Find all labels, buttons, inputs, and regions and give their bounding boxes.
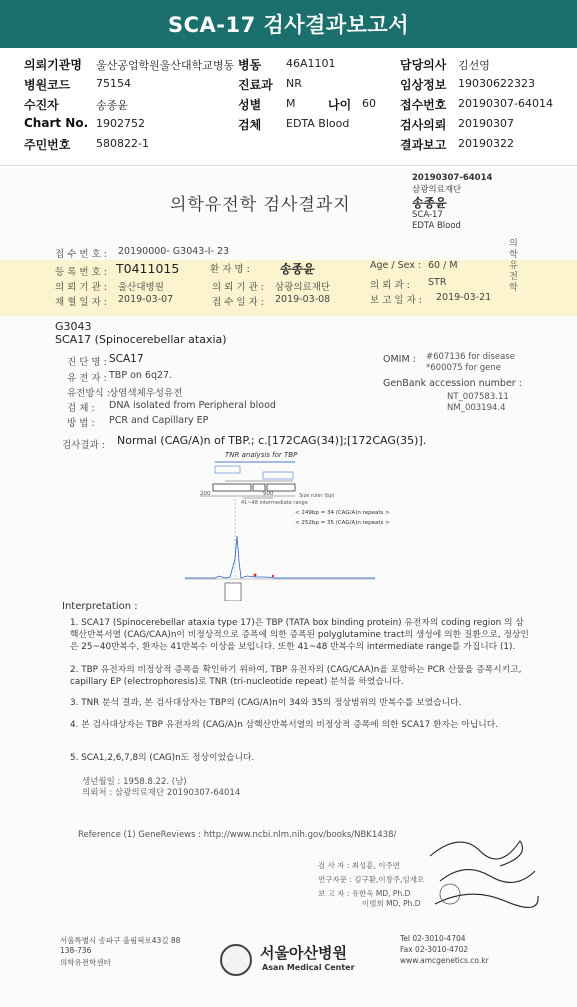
address-line1: 서울특별시 송파구 올림픽로43길 88 bbox=[60, 936, 181, 945]
test-code: G3043 bbox=[55, 320, 92, 333]
report2-value: 2019-03-21 bbox=[436, 292, 492, 303]
clinical-info-value: 19030622323 bbox=[458, 77, 535, 90]
inst-value: 울산대병원 bbox=[118, 282, 164, 293]
ward-label: 병동 bbox=[238, 58, 262, 72]
interp-item-3: 3. TNR 분석 결과, 본 검사대상자는 TBP의 (CAG/A)n이 34와 35의 정상범위의 반복수를 보였습니다. bbox=[70, 698, 462, 708]
patient-name-value: 송종윤 bbox=[280, 262, 315, 276]
report-date-value: 20190322 bbox=[458, 137, 514, 150]
result-label: 검사결과 : bbox=[62, 440, 105, 451]
gene-value: TBP on 6q27. bbox=[109, 370, 173, 381]
omim-disease: #607136 for disease bbox=[426, 352, 515, 362]
requester: 의뢰처 : 삼광의료재단 20190307-64014 bbox=[82, 788, 241, 798]
omim-gene: *600075 for gene bbox=[426, 363, 502, 373]
peak1-label: < 249bp = 34 (CAG/A)n repeats > bbox=[295, 510, 390, 516]
website: www.amcgenetics.co.kr bbox=[400, 956, 489, 965]
specimen-label: 검체 bbox=[238, 118, 262, 132]
patient-name-label: 환 자 명 : bbox=[210, 264, 250, 275]
agesex-value: 60 / M bbox=[428, 260, 458, 271]
inherit-label: 유전방식 : bbox=[67, 388, 110, 399]
staff-tester: 검 사 자 : 최성훈, 이주연 bbox=[318, 861, 401, 870]
tnr-figure bbox=[175, 451, 390, 601]
sticker-name: 송종윤 bbox=[412, 196, 447, 210]
report-title: SCA-17 검사결과보고서 bbox=[0, 0, 577, 48]
inst2-label: 의 뢰 기 관 : bbox=[212, 282, 264, 293]
patient-label: 수진자 bbox=[24, 98, 59, 112]
inherit-value: 상염색체우성유전 bbox=[109, 388, 183, 399]
hospital-code-value: 75154 bbox=[96, 77, 131, 90]
genbank-2: NM_003194.4 bbox=[447, 403, 506, 413]
birth-date: 생년월일 : 1958.8.22. (남) bbox=[82, 777, 187, 787]
address-line2: 138-736 bbox=[60, 946, 92, 955]
staff-reporter: 보 고 자 : 유한욱 MD, Ph.D bbox=[318, 889, 411, 898]
spec-value: DNA isolated from Peripheral blood bbox=[109, 400, 276, 411]
institution-value: 울산공업학원울산대학교병동 bbox=[96, 59, 235, 72]
logo-english: Asan Medical Center bbox=[262, 963, 355, 972]
disease-title: SCA17 (Spinocerebellar ataxia) bbox=[55, 333, 227, 346]
reg-label: 등 록 번 호 : bbox=[55, 267, 107, 278]
staff-reporter-2: 이범희 MD, Ph.D bbox=[362, 899, 421, 908]
recv-label: 접 수 일 자 : bbox=[212, 297, 264, 308]
asan-emblem-icon bbox=[220, 944, 252, 976]
collect-label: 채 혈 일 자 : bbox=[55, 297, 107, 308]
institution-label: 의뢰기관명 bbox=[24, 58, 82, 72]
patient-value: 송종윤 bbox=[96, 99, 128, 112]
sticker-id: 20190307-64014 bbox=[412, 173, 493, 183]
dept-label: 진료과 bbox=[238, 78, 273, 92]
receipt-label: 접 수 번 호 : bbox=[55, 249, 107, 260]
figure-schematic bbox=[175, 451, 375, 601]
agesex-label: Age / Sex : bbox=[370, 260, 422, 271]
request-date-label: 검사의뢰 bbox=[400, 118, 447, 132]
interp-item-2: 2. TBP 유전자의 비정상적 증폭을 확인하기 위하여, TBP 유전자의 (CAG/CAA)n을 포함하는 PCR 산물을 증폭시키고, capillary EP (electrophoresis)로 TNR (tri-nucleotide repeat) 분석을 하였습니다. bbox=[70, 665, 522, 687]
fax: Fax 02-3010-4702 bbox=[400, 945, 469, 954]
specimen-value: EDTA Blood bbox=[286, 117, 350, 130]
method-value: PCR and Capillary EP bbox=[109, 415, 209, 426]
dx-label: 진 단 명 : bbox=[67, 357, 107, 368]
report-header bbox=[0, 52, 577, 152]
interp-title: Interpretation : bbox=[62, 601, 138, 612]
resident-no-label: 주민번호 bbox=[24, 138, 71, 152]
sticker-specimen: EDTA Blood bbox=[412, 221, 461, 231]
receipt-no-label: 접수번호 bbox=[400, 98, 447, 112]
report-date-label: 결과보고 bbox=[400, 138, 447, 152]
ruler-left: 200 bbox=[200, 491, 211, 497]
hospital-code-label: 병원코드 bbox=[24, 78, 71, 92]
ruler-right: 900 bbox=[263, 491, 274, 497]
staff-advisor: 연구자문 : 김구환,이창주,임재오 bbox=[318, 875, 425, 884]
inst-label: 의 뢰 기 관 : bbox=[55, 282, 107, 293]
chart-no-label: Chart No. bbox=[24, 116, 89, 130]
doctor-value: 김선영 bbox=[458, 59, 490, 72]
dept-value: NR bbox=[286, 77, 302, 90]
omim-label: OMIM : bbox=[383, 354, 416, 365]
signature-image bbox=[420, 826, 545, 921]
receipt-value: 20190000- G3043-I- 23 bbox=[118, 246, 230, 257]
logo-korean: 서울아산병원 bbox=[260, 944, 347, 962]
document-title: 의학유전학 검사결과지 bbox=[170, 195, 351, 215]
sticker-test: SCA-17 bbox=[412, 210, 443, 220]
dept2-label: 의 뢰 과 : bbox=[370, 280, 410, 291]
size-ruler-label: Size ruler (bp) bbox=[299, 493, 335, 499]
clinical-info-label: 임상정보 bbox=[400, 78, 447, 92]
interp-item-1: 1. SCA17 (Spinocerebellar ataxia type 17)은 TBP (TATA box binding protein) 유전자의 coding region 의 삼핵산반복서열 (CAG/CAA)n이 비정상적으로 증폭에 의한 증폭된 polyglutamine tract의 생성에 의한 질환으로, 정상인은 25~40반복수, 환자는 41반복수 이상을 보입니다. 또한 41~48 반복수의 intermediate range를 가집니다 (1). bbox=[70, 618, 529, 652]
ward-value: 46A1101 bbox=[286, 57, 336, 70]
side-label: 의학유전학 bbox=[507, 238, 517, 293]
dept2-value: STR bbox=[428, 277, 447, 288]
intermediate-range: 41~48 intermediate range bbox=[241, 500, 308, 506]
result-value: Normal (CAG/A)n of TBP.; c.[172CAG(34)];[172CAG(35)]. bbox=[117, 434, 427, 447]
sex-label: 성별 bbox=[238, 98, 262, 112]
dx-value: SCA17 bbox=[109, 353, 144, 365]
chart-no-value: 1902752 bbox=[96, 117, 145, 130]
doctor-label: 담당의사 bbox=[400, 58, 447, 72]
genbank-1: NT_007583.11 bbox=[447, 392, 509, 402]
resident-no-value: 580822-1 bbox=[96, 137, 149, 150]
gene-label: 유 전 자 : bbox=[67, 373, 107, 384]
age-label: 나이 bbox=[328, 98, 352, 112]
address-line3: 의학유전학센터 bbox=[60, 958, 111, 967]
request-date-value: 20190307 bbox=[458, 117, 514, 130]
peak2-label: < 252bp = 35 (CAG/A)n repeats > bbox=[295, 520, 390, 526]
reg-value: T0411015 bbox=[116, 261, 180, 276]
inst2-value: 삼광의료재단 bbox=[275, 282, 331, 293]
tel: Tel 02-3010-4704 bbox=[400, 934, 466, 943]
collect-value: 2019-03-07 bbox=[118, 294, 174, 305]
receipt-no-value: 20190307-64014 bbox=[458, 97, 553, 110]
recv-value: 2019-03-08 bbox=[275, 294, 331, 305]
reference: Reference (1) GeneReviews : http://www.ncbi.nlm.nih.gov/books/NBK1438/ bbox=[78, 830, 397, 840]
method-label: 방 법 : bbox=[67, 418, 95, 429]
scanned-report bbox=[0, 165, 577, 1007]
sex-value: M bbox=[286, 97, 296, 110]
spec-label: 검 체 : bbox=[67, 403, 95, 414]
figure-title: TNR analysis for TBP bbox=[225, 451, 298, 459]
genbank-label: GenBank accession number : bbox=[383, 378, 522, 389]
age-value: 60 bbox=[362, 97, 376, 110]
interp-item-4: 4. 본 검사대상자는 TBP 유전자의 (CAG/A)n 삼핵산반복서열의 비정상적 증폭에 의한 SCA17 환자는 아닙니다. bbox=[70, 720, 499, 730]
interp-item-5: 5. SCA1,2,6,7,8의 (CAG)n도 정상이었습니다. bbox=[70, 753, 255, 763]
sticker-inst: 삼광의료재단 bbox=[412, 185, 462, 195]
report2-label: 보 고 일 자 : bbox=[370, 295, 422, 306]
